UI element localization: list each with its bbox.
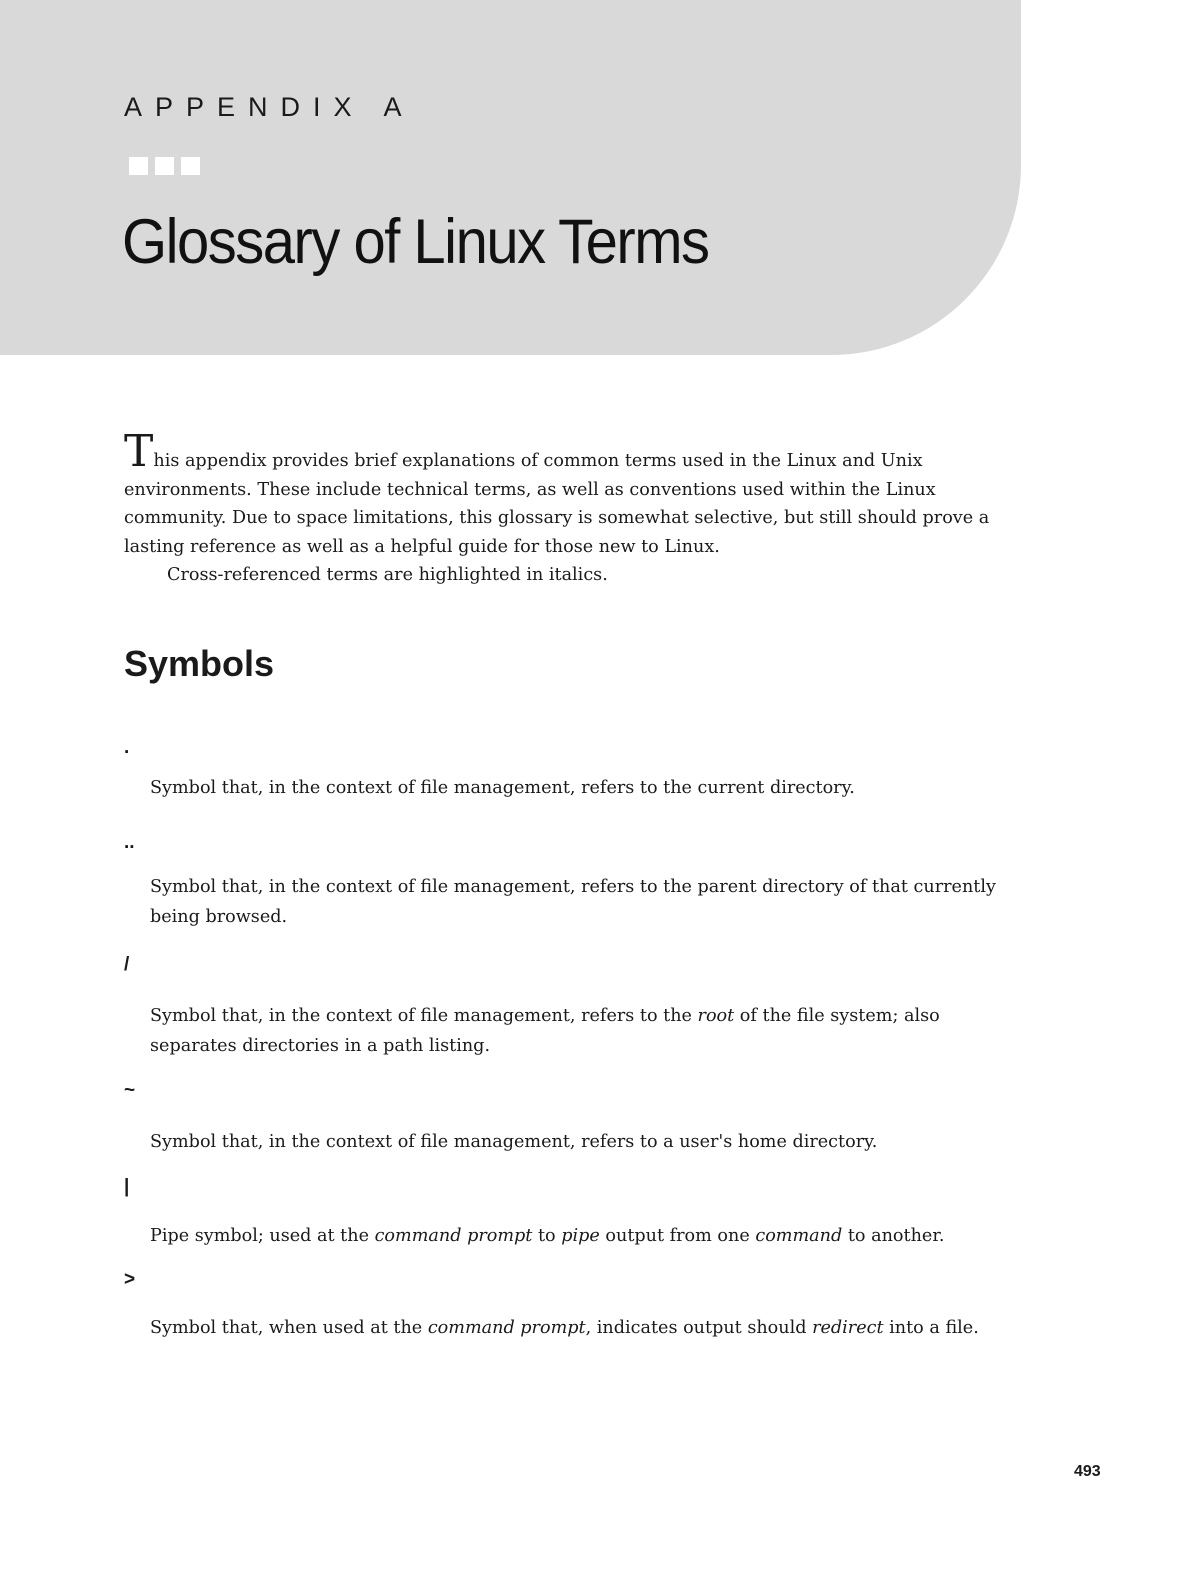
square-icon (181, 157, 200, 175)
intro-text: his appendix provides brief explanations of common terms used in the Linux and Unix environments. These include technical terms, as well as conventions used within the Linux community. Due to space limitations, this glossary is somewhat selective, but still should prove a lasting reference as well as a helpful guide for those new to Linux. (124, 451, 990, 557)
definition-text: to (532, 1226, 562, 1246)
page-number: 493 (1074, 1463, 1101, 1480)
definition-text: to another. (842, 1226, 945, 1246)
glossary-term: / (124, 954, 130, 975)
cross-reference-term: pipe (561, 1226, 600, 1246)
definition-text: , indicates output should (585, 1318, 813, 1338)
glossary-term: ~ (124, 1080, 136, 1101)
appendix-label: APPENDIX A (124, 92, 415, 122)
glossary-term: | (124, 1176, 130, 1197)
intro (124, 426, 1004, 590)
page-title: Glossary of Linux Terms (122, 207, 709, 278)
cross-reference-term: command prompt (374, 1226, 533, 1246)
glossary-definition: Symbol that, in the context of file management, refers to the parent directory of that currently being browsed. (150, 877, 996, 927)
cross-reference-term: redirect (812, 1318, 884, 1338)
cross-reference-term: command (755, 1226, 843, 1246)
definition-text: into a file. (883, 1318, 979, 1338)
drop-cap: T (124, 426, 154, 477)
glossary-definition: Symbol that, in the context of file management, refers to the current directory. (150, 778, 855, 798)
intro-paragraph (124, 426, 1004, 561)
glossary-term: .. (124, 832, 135, 853)
glossary-entry (124, 737, 1024, 803)
cross-reference-note: Cross-referenced terms are highlighted in italics. (167, 565, 608, 585)
cross-reference-term: root (697, 1006, 735, 1026)
glossary-term: . (124, 737, 130, 758)
glossary-definition (150, 1001, 1020, 1061)
glossary-entry (124, 1080, 1024, 1157)
square-icon (129, 157, 148, 175)
definition-text: of the file system; also separates directories in a path listing. (150, 1006, 940, 1056)
glossary-definition: Symbol that, in the context of file management, refers to a user's home directory. (150, 1132, 878, 1152)
definition-text: Symbol that, in the context of file management, refers to the (150, 1006, 698, 1026)
definition-text: output from one (599, 1226, 756, 1246)
glossary-term: > (124, 1269, 136, 1290)
square-icon (155, 157, 174, 175)
definition-text: Pipe symbol; used at the (150, 1226, 375, 1246)
decorative-squares (129, 157, 200, 175)
glossary-entry (124, 832, 1024, 932)
header-band (0, 0, 1021, 355)
glossary-entry (124, 954, 1024, 1061)
section-heading: Symbols (124, 643, 275, 684)
cross-reference-term: command prompt (427, 1318, 586, 1338)
glossary-definition (150, 1313, 1020, 1343)
glossary-definition (150, 1221, 1020, 1251)
glossary-entry (124, 1269, 1024, 1343)
glossary-entry (124, 1176, 1024, 1251)
definition-text: Symbol that, when used at the (150, 1318, 428, 1338)
